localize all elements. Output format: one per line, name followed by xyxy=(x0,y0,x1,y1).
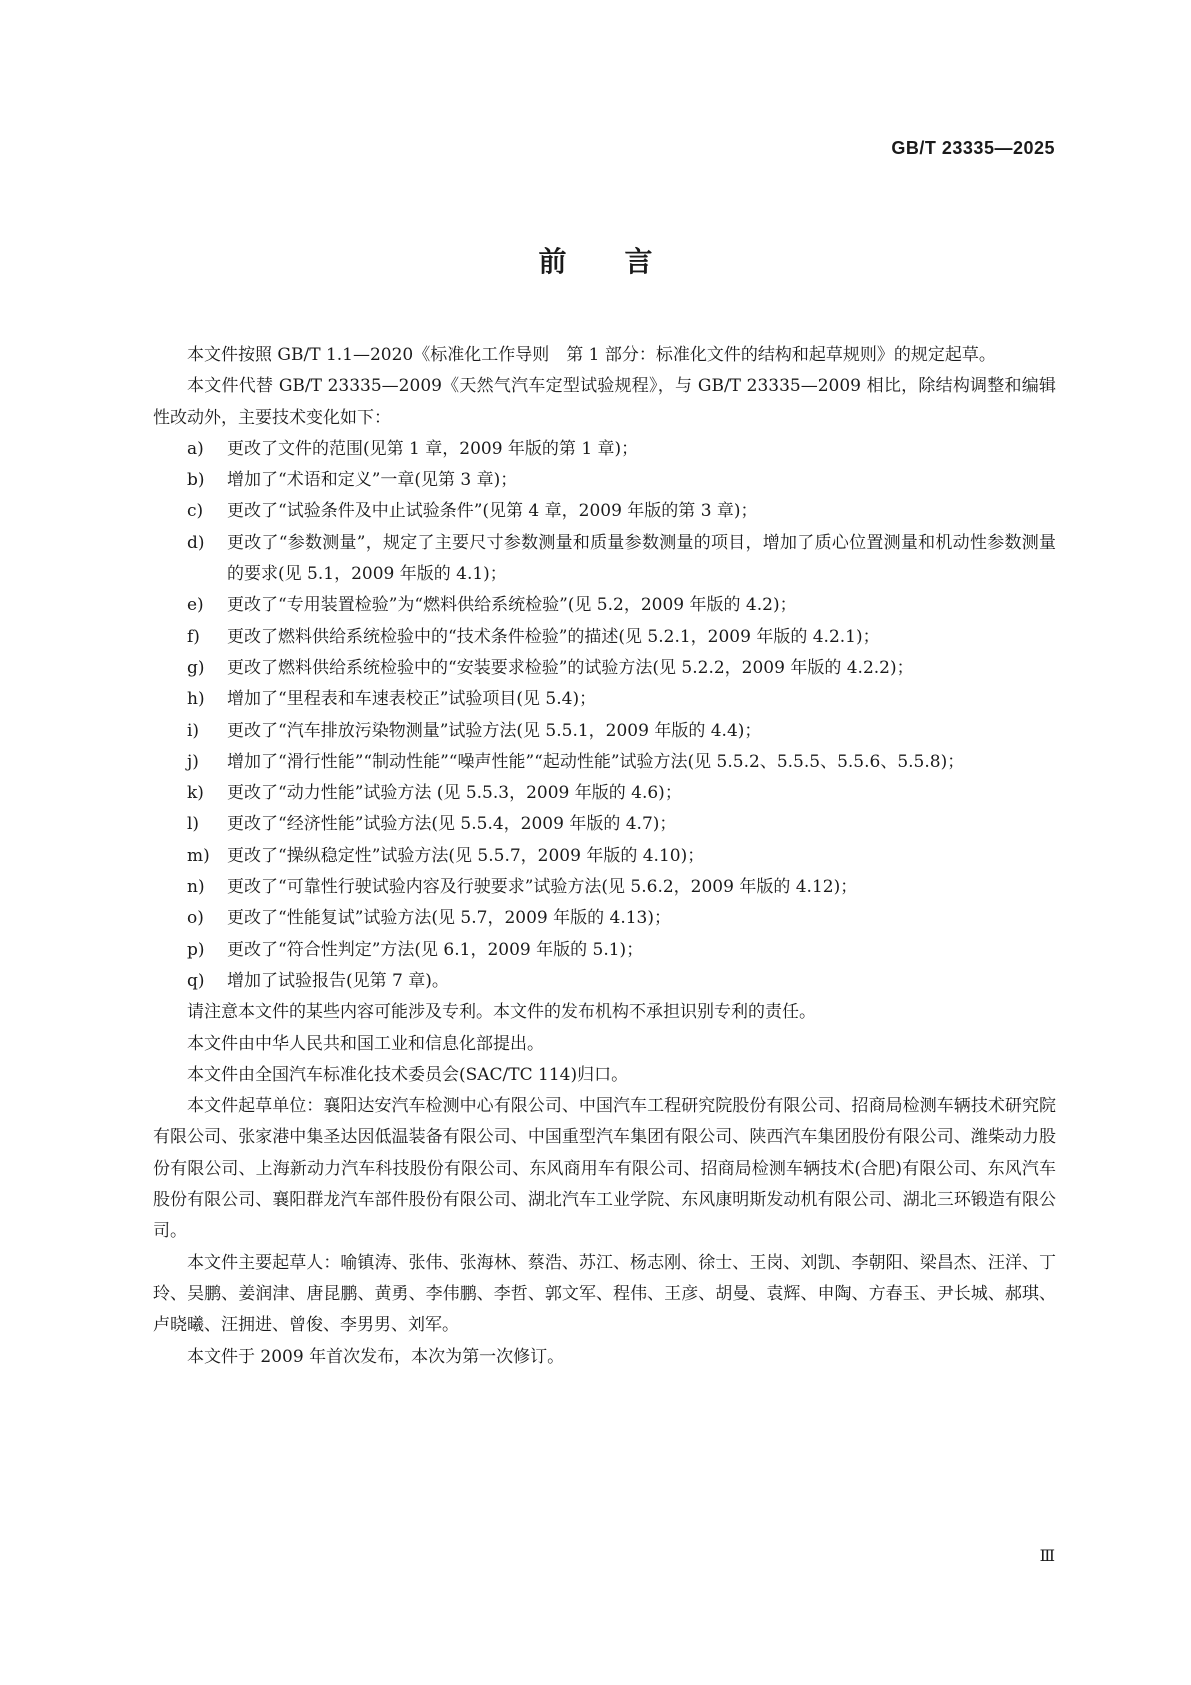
list-item xyxy=(153,747,1056,778)
list-item xyxy=(153,716,1056,747)
list-item-text: 更改了“动力性能”试验方法 (见 5.5.3，2009 年版的 4.6)； xyxy=(227,783,682,804)
list-item xyxy=(153,966,1056,997)
list-item xyxy=(153,465,1056,496)
list-item-text: 更改了“试验条件及中止试验条件”(见第 4 章，2009 年版的第 3 章)； xyxy=(227,501,758,522)
drafters-paragraph: 本文件主要起草人：喻镇涛、张伟、张海林、蔡浩、苏江、杨志刚、徐士、王岗、刘凯、李朝阳、梁昌杰、汪洋、丁玲、吴鹏、姜润津、唐昆鹏、黄勇、李伟鹏、李哲、郭文军、程伟、王彦、胡曼、袁辉、申陶、方春玉、尹长城、郝琪、卢晓曦、汪拥进、曾俊、李男男、刘军。 xyxy=(153,1252,1056,1336)
list-item xyxy=(153,496,1056,527)
drafting-units-paragraph: 本文件起草单位：襄阳达安汽车检测中心有限公司、中国汽车工程研究院股份有限公司、招商局检测车辆技术研究院有限公司、张家港中集圣达因低温装备有限公司、中国重型汽车集团有限公司、陕西汽车集团股份有限公司、潍柴动力股份有限公司、上海新动力汽车科技股份有限公司、东风商用车有限公司、招商局检测车辆技术(合肥)有限公司、东风汽车股份有限公司、襄阳群龙汽车部件股份有限公司、湖北汽车工业学院、东风康明斯发动机有限公司、湖北三环锻造有限公司。 xyxy=(153,1096,1056,1242)
list-item-text: 更改了“专用装置检验”为“燃料供给系统检验”(见 5.2，2009 年版的 4.2)； xyxy=(227,595,797,616)
list-item xyxy=(153,872,1056,903)
list-item xyxy=(153,935,1056,966)
page-title: 前言 xyxy=(538,245,711,278)
list-item-text: 更改了“参数测量”，规定了主要尺寸参数测量和质量参数测量的项目，增加了质心位置测量和机动性参数测量的要求(见 5.1，2009 年版的 4.1)； xyxy=(227,532,1056,585)
list-item xyxy=(153,809,1056,840)
list-item xyxy=(153,778,1056,809)
foreword-body xyxy=(153,340,1056,1373)
proposer-paragraph: 本文件由中华人民共和国工业和信息化部提出。 xyxy=(187,1033,544,1054)
list-marker: q) xyxy=(187,970,205,991)
list-item-text: 增加了试验报告(见第 7 章)。 xyxy=(227,970,449,991)
list-item-text: 更改了“符合性判定”方法(见 6.1，2009 年版的 5.1)； xyxy=(227,939,644,960)
list-item-text: 更改了“可靠性行驶试验内容及行驶要求”试验方法(见 5.6.2，2009 年版的 4.12)； xyxy=(227,877,858,898)
changes-list xyxy=(153,434,1056,997)
page-number: Ⅲ xyxy=(1039,1546,1055,1565)
patent-notice: 请注意本文件的某些内容可能涉及专利。本文件的发布机构不承担识别专利的责任。 xyxy=(187,1002,816,1023)
list-marker: p) xyxy=(187,939,205,960)
list-item xyxy=(153,653,1056,684)
list-marker: l) xyxy=(187,814,200,835)
list-item xyxy=(153,684,1056,715)
publication-history-paragraph: 本文件于 2009 年首次发布，本次为第一次修订。 xyxy=(187,1346,565,1367)
list-item xyxy=(153,622,1056,653)
list-marker: e) xyxy=(187,595,204,616)
list-item xyxy=(153,903,1056,934)
list-marker: g) xyxy=(187,657,205,678)
list-item-text: 增加了“里程表和车速表校正”试验项目(见 5.4)； xyxy=(227,689,597,710)
list-marker: a) xyxy=(187,438,204,459)
list-item-text: 更改了文件的范围(见第 1 章，2009 年版的第 1 章)； xyxy=(227,438,639,459)
intro-paragraph: 本文件按照 GB/T 1.1—2020《标准化工作导则 第 1 部分：标准化文件的结构和起草规则》的规定起草。 xyxy=(187,345,996,365)
list-marker: k) xyxy=(187,783,204,804)
list-marker: m) xyxy=(187,845,210,866)
list-marker: o) xyxy=(187,908,204,929)
list-item-text: 更改了“性能复试”试验方法(见 5.7，2009 年版的 4.13)； xyxy=(227,908,672,929)
list-item-text: 增加了“术语和定义”一章(见第 3 章)； xyxy=(227,470,518,491)
list-marker: n) xyxy=(187,877,205,898)
list-item-text: 更改了燃料供给系统检验中的“安装要求检验”的试验方法(见 5.2.2，2009 年版的 4.2.2)； xyxy=(227,657,914,678)
list-marker: h) xyxy=(187,689,205,710)
list-marker: f) xyxy=(187,626,200,647)
list-marker: c) xyxy=(187,501,204,522)
standard-code: GB/T 23335—2025 xyxy=(891,138,1055,158)
intro-paragraph: 本文件代替 GB/T 23335—2009《天然气汽车定型试验规程》，与 GB/T 23335—2009 相比，除结构调整和编辑性改动外，主要技术变化如下： xyxy=(153,376,1056,428)
list-marker: b) xyxy=(187,470,205,491)
list-item-text: 更改了“操纵稳定性”试验方法(见 5.5.7，2009 年版的 4.10)； xyxy=(227,845,705,866)
list-item-text: 更改了“汽车排放污染物测量”试验方法(见 5.5.1，2009 年版的 4.4)； xyxy=(227,720,762,741)
list-item-text: 更改了“经济性能”试验方法(见 5.5.4，2009 年版的 4.7)； xyxy=(227,814,677,835)
committee-paragraph: 本文件由全国汽车标准化技术委员会(SAC/TC 114)归口。 xyxy=(187,1064,629,1085)
list-marker: j) xyxy=(187,751,199,772)
list-item-text: 更改了燃料供给系统检验中的“技术条件检验”的描述(见 5.2.1，2009 年版的 4.2.1)； xyxy=(227,626,880,647)
list-item xyxy=(153,434,1056,465)
list-marker: d) xyxy=(187,532,205,553)
list-item xyxy=(153,841,1056,872)
list-item xyxy=(153,528,1056,591)
list-item-text: 增加了“滑行性能”“制动性能”“噪声性能”“起动性能”试验方法(见 5.5.2、5.5.5、5.5.6、5.5.8)； xyxy=(227,751,965,772)
list-item xyxy=(153,590,1056,621)
list-marker: i) xyxy=(187,720,200,741)
